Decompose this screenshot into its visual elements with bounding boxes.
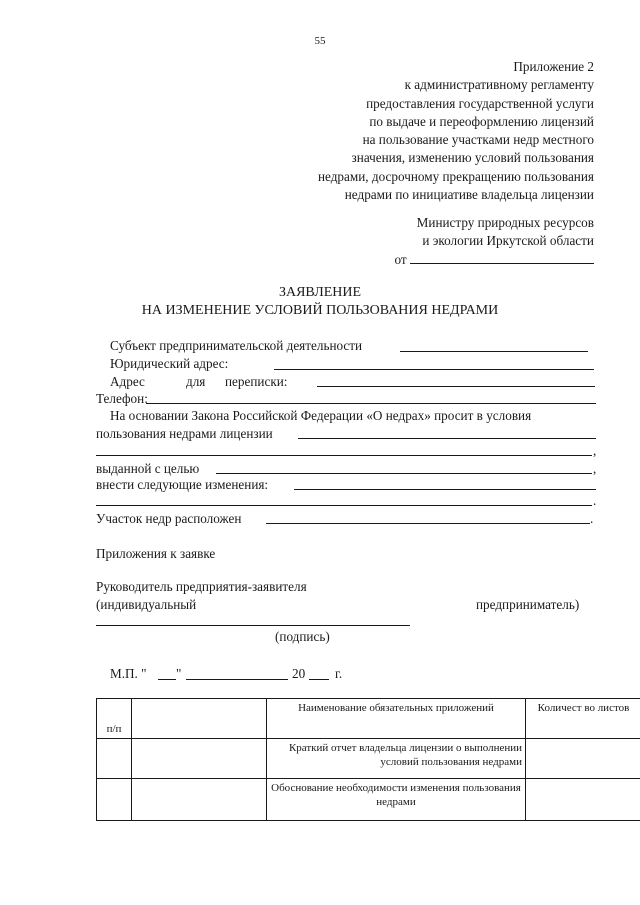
annex-line: на пользование участками недр местного — [362, 132, 594, 148]
from-label: от — [394, 251, 407, 267]
annex-line: Приложение 2 — [513, 59, 594, 74]
table-cell — [132, 739, 267, 779]
annex-line: к административному регламенту — [404, 77, 594, 93]
basis-line-1: На основании Закона Российской Федерации «О недрах» просит в условия — [110, 408, 532, 423]
stamp-g: г. — [335, 666, 343, 681]
table-cell — [132, 779, 267, 821]
title-line-2: НА ИЗМЕНЕНИЕ УСЛОВИЙ ПОЛЬЗОВАНИЯ НЕДРАМИ — [141, 303, 499, 318]
changes-blank[interactable] — [294, 489, 596, 490]
title-line-1: ЗАЯВЛЕНИЕ — [278, 285, 362, 300]
table-row — [97, 779, 640, 821]
annex-block — [318, 58, 594, 204]
subject-label: Субъект предпринимательской деятельности — [110, 338, 363, 353]
annex-line: недрами, досрочному прекращению пользования — [317, 168, 594, 184]
signature-caption: (подпись) — [275, 629, 330, 644]
header-name: Наименование обязательных приложений — [267, 699, 526, 739]
header-blank — [132, 699, 267, 739]
table-cell: Краткий отчет владельца лицензии о выполнении условий пользования недрами — [267, 739, 526, 779]
signature-blank[interactable] — [96, 625, 410, 626]
table-cell: Обоснование необходимости изменения пользования недрами — [267, 779, 526, 821]
attachments-table — [96, 698, 640, 821]
page-number: 55 — [314, 35, 326, 47]
day-blank[interactable] — [158, 679, 176, 680]
mail-word-1: Адрес — [110, 374, 145, 389]
changes-label: внести следующие изменения: — [96, 477, 269, 492]
table-cell — [97, 739, 132, 779]
annex-line: значения, изменению условий пользования — [351, 150, 594, 166]
annex-line: недрами по инициативе владельца лицензии — [344, 187, 594, 203]
site-blank[interactable] — [266, 523, 590, 524]
mail-address-blank[interactable] — [317, 386, 595, 387]
addressee-line: Министру природных ресурсов — [416, 215, 594, 230]
basis-line-2: пользования недрами лицензии — [96, 426, 273, 441]
issued-for-label: выданной с целью — [96, 461, 200, 476]
license-blank[interactable] — [298, 438, 596, 439]
changes-blank-2[interactable] — [96, 505, 592, 506]
site-label: Участок недр расположен — [96, 511, 242, 526]
header-sheets: Количест во листов — [526, 699, 640, 739]
addressee-block — [395, 214, 594, 269]
period-1: . — [593, 493, 597, 508]
phone-blank[interactable] — [146, 403, 596, 404]
table-cell — [526, 739, 640, 779]
issued-for-blank[interactable] — [216, 473, 592, 474]
document-title — [0, 284, 640, 320]
phone-label: Телефон: — [96, 391, 148, 406]
comma-2: , — [593, 461, 597, 476]
table-header-row — [97, 699, 640, 739]
legal-address-blank[interactable] — [274, 369, 594, 370]
table-cell — [97, 779, 132, 821]
stamp-quote: " — [176, 666, 182, 681]
license-blank-2[interactable] — [96, 455, 592, 456]
legal-address-label: Юридический адрес: — [110, 356, 229, 371]
month-blank[interactable] — [186, 679, 288, 680]
annex-line: предоставления государственной услуги — [366, 95, 594, 111]
stamp-year: 20 — [292, 666, 306, 681]
addressee-line: и экологии Иркутской области — [422, 233, 594, 249]
comma-1: , — [593, 443, 597, 458]
stamp-mp: М.П. " — [110, 666, 147, 681]
from-blank[interactable] — [410, 251, 594, 264]
mail-word-2: для — [186, 374, 206, 389]
table-cell — [526, 779, 640, 821]
header-num: п/п — [97, 699, 132, 739]
head-line-2a: (индивидуальный — [96, 597, 197, 612]
table-row — [97, 739, 640, 779]
head-line-2b: предприниматель) — [476, 597, 580, 612]
subject-blank[interactable] — [400, 351, 588, 352]
head-line-1: Руководитель предприятия-заявителя — [96, 579, 307, 594]
mail-word-3: переписки: — [225, 374, 288, 389]
period-2: . — [590, 511, 594, 526]
from-line — [395, 251, 594, 269]
attachments-label: Приложения к заявке — [96, 546, 216, 561]
annex-line: по выдаче и переоформлению лицензий — [369, 113, 594, 129]
year-blank[interactable] — [309, 679, 329, 680]
